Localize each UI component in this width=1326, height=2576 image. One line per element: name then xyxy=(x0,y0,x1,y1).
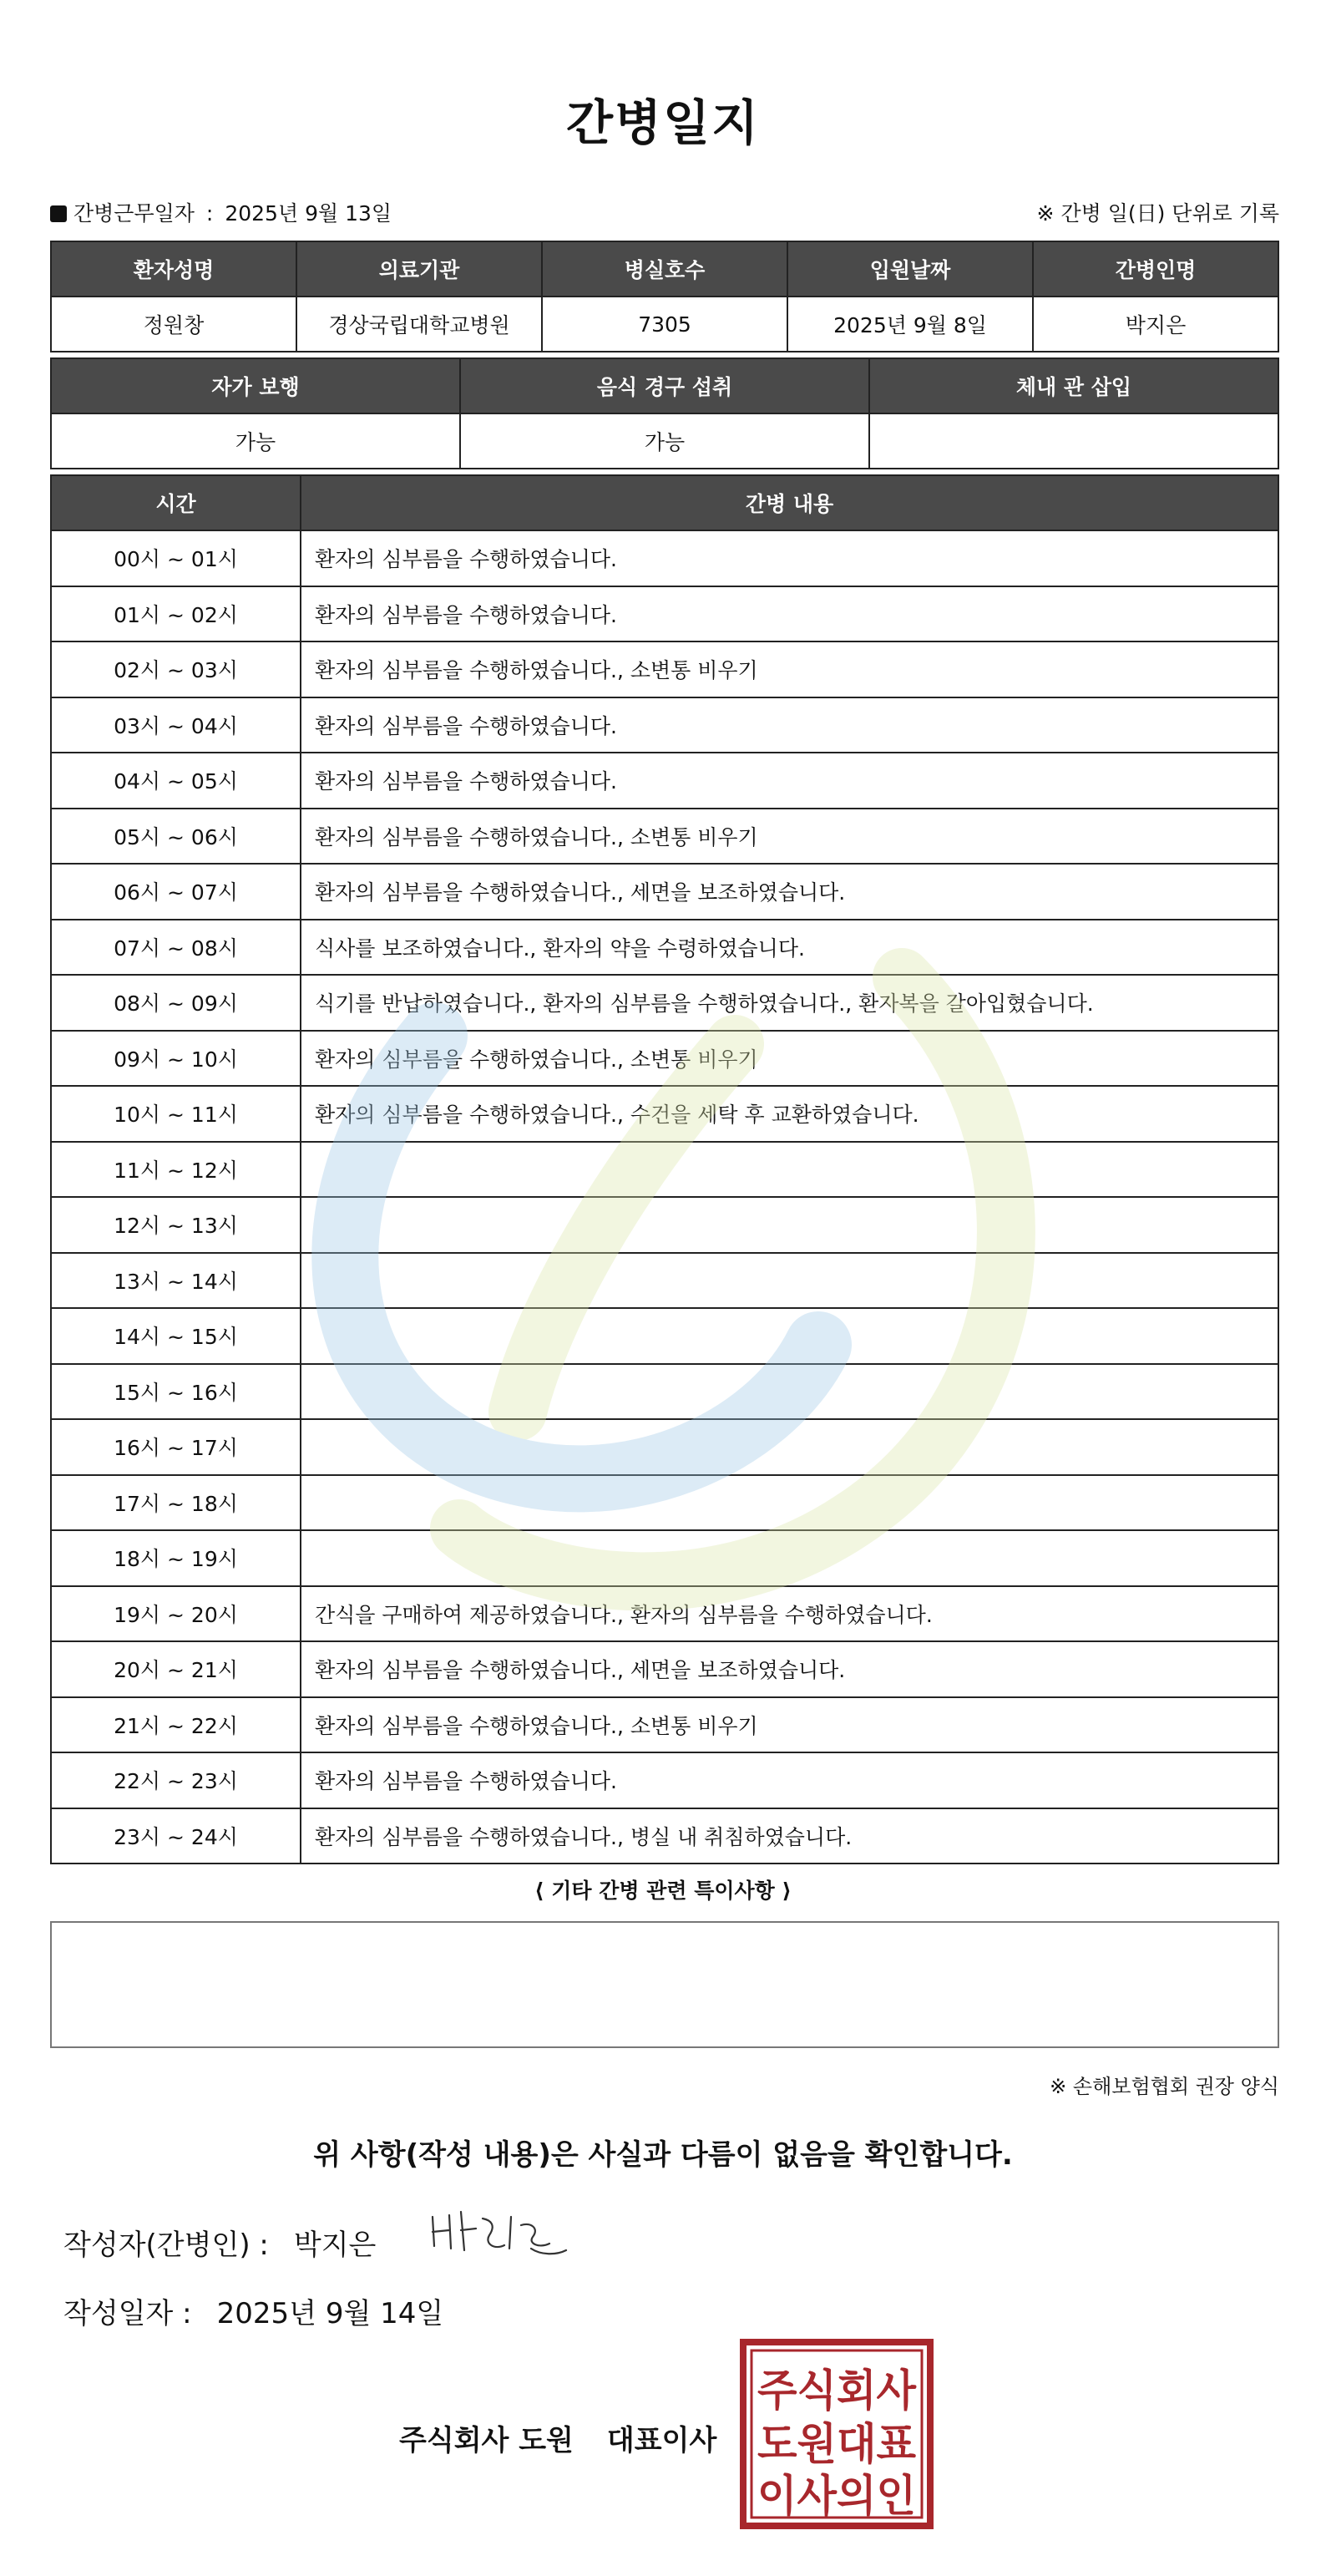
care-log-content: 환자의 심부름을 수행하였습니다., 소변통 비우기 xyxy=(301,641,1278,697)
written-date-value: 2025년 9월 14일 xyxy=(216,2297,444,2330)
patient-status-header-row xyxy=(51,358,1278,413)
writer-line xyxy=(63,2222,376,2263)
care-log-content: 환자의 심부름을 수행하였습니다. xyxy=(301,697,1278,753)
care-log-time: 12시 ~ 13시 xyxy=(51,1197,301,1253)
care-log-time: 00시 ~ 01시 xyxy=(51,530,301,586)
care-log-content xyxy=(301,1364,1278,1420)
handwritten-signature xyxy=(424,2200,574,2267)
company-seal-stamp xyxy=(740,2339,934,2529)
care-log-row xyxy=(51,1419,1278,1475)
room-number: 7305 xyxy=(542,297,787,352)
care-log-time: 18시 ~ 19시 xyxy=(51,1530,301,1586)
header-oral-intake: 음식 경구 섭취 xyxy=(460,358,869,413)
care-log-row xyxy=(51,975,1278,1031)
header-self-walking: 자가 보행 xyxy=(51,358,460,413)
document-title: 간병일지 xyxy=(565,94,761,151)
writer-name: 박지은 xyxy=(293,2229,377,2262)
care-log-row xyxy=(51,1586,1278,1642)
care-log-row xyxy=(51,1697,1278,1753)
tube-insertion-value xyxy=(869,413,1278,469)
care-log-content: 식기를 반납하였습니다., 환자의 심부름을 수행하였습니다., 환자복을 갈아입혔습니다. xyxy=(301,975,1278,1031)
care-log-row xyxy=(51,1475,1278,1531)
care-log-content: 환자의 심부름을 수행하였습니다. xyxy=(301,1752,1278,1808)
care-log-content: 환자의 심부름을 수행하였습니다. xyxy=(301,586,1278,642)
care-log-time: 17시 ~ 18시 xyxy=(51,1475,301,1531)
remarks-title: ⟨ 기타 간병 관련 특이사항 ⟩ xyxy=(534,1879,792,1903)
care-log-time: 04시 ~ 05시 xyxy=(51,753,301,809)
patient-info-value-row xyxy=(51,297,1278,352)
oral-intake-value: 가능 xyxy=(460,413,869,469)
care-log-body xyxy=(51,530,1278,1864)
care-log-content: 식사를 보조하였습니다., 환자의 약을 수령하였습니다. xyxy=(301,920,1278,976)
writer-label: 작성자(간병인) : xyxy=(63,2229,269,2262)
care-log-header-row xyxy=(51,475,1278,530)
work-date-value: 2025년 9월 13일 xyxy=(225,201,392,226)
care-log-row xyxy=(51,1031,1278,1087)
header-tube-insertion: 체내 관 삽입 xyxy=(869,358,1278,413)
care-log-row xyxy=(51,641,1278,697)
care-log-row xyxy=(51,1752,1278,1808)
work-date-separator: : xyxy=(205,201,214,226)
header-patient-name: 환자성명 xyxy=(51,241,296,297)
care-log-row xyxy=(51,1197,1278,1253)
care-log-time: 08시 ~ 09시 xyxy=(51,975,301,1031)
care-log-row xyxy=(51,1808,1278,1864)
written-date-label: 작성일자 : xyxy=(63,2297,192,2330)
care-log-content: 환자의 심부름을 수행하였습니다., 세면을 보조하였습니다. xyxy=(301,1641,1278,1697)
care-log-row xyxy=(51,1253,1278,1309)
care-log-time: 06시 ~ 07시 xyxy=(51,864,301,920)
care-log-row xyxy=(51,586,1278,642)
hospital-name: 경상국립대학교병원 xyxy=(296,297,542,352)
square-bullet-icon xyxy=(50,205,67,222)
patient-info-header-row xyxy=(51,241,1278,297)
care-log-time: 21시 ~ 22시 xyxy=(51,1697,301,1753)
header-care-content: 간병 내용 xyxy=(301,475,1278,530)
care-log-time: 23시 ~ 24시 xyxy=(51,1808,301,1864)
care-log-row xyxy=(51,809,1278,865)
care-log-row xyxy=(51,697,1278,753)
caregiver-name: 박지은 xyxy=(1033,297,1278,352)
confirmation-statement: 위 사항(작성 내용)은 사실과 다름이 없음을 확인합니다. xyxy=(313,2138,1013,2172)
care-log-time: 03시 ~ 04시 xyxy=(51,697,301,753)
care-log-time: 22시 ~ 23시 xyxy=(51,1752,301,1808)
care-log-content: 환자의 심부름을 수행하였습니다., 수건을 세탁 후 교환하였습니다. xyxy=(301,1086,1278,1142)
care-log-row xyxy=(51,1364,1278,1420)
care-log-time: 15시 ~ 16시 xyxy=(51,1364,301,1420)
header-hospital: 의료기관 xyxy=(296,241,542,297)
care-log-time: 01시 ~ 02시 xyxy=(51,586,301,642)
care-log-time: 09시 ~ 10시 xyxy=(51,1031,301,1087)
remarks-box xyxy=(50,1921,1279,2048)
care-log-content xyxy=(301,1419,1278,1475)
care-log-row xyxy=(51,920,1278,976)
care-log-time: 02시 ~ 03시 xyxy=(51,641,301,697)
care-log-row xyxy=(51,1308,1278,1364)
care-log-content xyxy=(301,1253,1278,1309)
header-caregiver-name: 간병인명 xyxy=(1033,241,1278,297)
header-room-number: 병실호수 xyxy=(542,241,787,297)
svg-text:이사의인: 이사의인 xyxy=(757,2472,916,2522)
care-log-content xyxy=(301,1308,1278,1364)
svg-text:주식회사: 주식회사 xyxy=(757,2366,917,2416)
representative-title: 대표이사 xyxy=(606,2424,717,2457)
care-log-time: 13시 ~ 14시 xyxy=(51,1253,301,1309)
header-time: 시간 xyxy=(51,475,301,530)
care-log-time: 20시 ~ 21시 xyxy=(51,1641,301,1697)
written-date-line xyxy=(63,2290,443,2331)
record-unit-note: ※ 간병 일(日) 단위로 기록 xyxy=(1036,201,1279,226)
care-log-row xyxy=(51,1641,1278,1697)
company-name: 주식회사 도원 xyxy=(399,2424,574,2457)
header-admission-date: 입원날짜 xyxy=(787,241,1033,297)
care-log-content: 간식을 구매하여 제공하였습니다., 환자의 심부름을 수행하였습니다. xyxy=(301,1586,1278,1642)
care-log-row xyxy=(51,864,1278,920)
patient-status-value-row xyxy=(51,413,1278,469)
care-log-row xyxy=(51,530,1278,586)
care-log-content: 환자의 심부름을 수행하였습니다., 소변통 비우기 xyxy=(301,809,1278,865)
care-log-time: 16시 ~ 17시 xyxy=(51,1419,301,1475)
company-line xyxy=(399,2417,716,2458)
care-log-content xyxy=(301,1142,1278,1198)
care-log-row xyxy=(51,753,1278,809)
care-log-time: 05시 ~ 06시 xyxy=(51,809,301,865)
care-log-content xyxy=(301,1475,1278,1531)
care-log-row xyxy=(51,1142,1278,1198)
care-log-time: 14시 ~ 15시 xyxy=(51,1308,301,1364)
care-log-row xyxy=(51,1530,1278,1586)
patient-status-table xyxy=(50,357,1279,469)
care-log-time: 11시 ~ 12시 xyxy=(51,1142,301,1198)
care-log-time: 19시 ~ 20시 xyxy=(51,1586,301,1642)
care-log-time: 10시 ~ 11시 xyxy=(51,1086,301,1142)
care-log-content xyxy=(301,1197,1278,1253)
care-log-content: 환자의 심부름을 수행하였습니다. xyxy=(301,530,1278,586)
svg-text:도원대표: 도원대표 xyxy=(757,2420,916,2470)
care-log-content: 환자의 심부름을 수행하였습니다., 병실 내 취침하였습니다. xyxy=(301,1808,1278,1864)
care-log-table xyxy=(50,474,1279,1864)
admission-date: 2025년 9월 8일 xyxy=(787,297,1033,352)
patient-info-table xyxy=(50,241,1279,352)
care-log-content: 환자의 심부름을 수행하였습니다. xyxy=(301,753,1278,809)
care-log-content: 환자의 심부름을 수행하였습니다., 소변통 비우기 xyxy=(301,1031,1278,1087)
care-log-content xyxy=(301,1530,1278,1586)
work-date-line xyxy=(50,197,392,227)
care-log-content: 환자의 심부름을 수행하였습니다., 소변통 비우기 xyxy=(301,1697,1278,1753)
self-walking-value: 가능 xyxy=(51,413,460,469)
care-log-content: 환자의 심부름을 수행하였습니다., 세면을 보조하였습니다. xyxy=(301,864,1278,920)
work-date-label: 간병근무일자 xyxy=(73,201,195,226)
care-log-row xyxy=(51,1086,1278,1142)
form-source-note: ※ 손해보험협회 권장 양식 xyxy=(1050,2075,1279,2098)
care-log-time: 07시 ~ 08시 xyxy=(51,920,301,976)
patient-name: 정원창 xyxy=(51,297,296,352)
